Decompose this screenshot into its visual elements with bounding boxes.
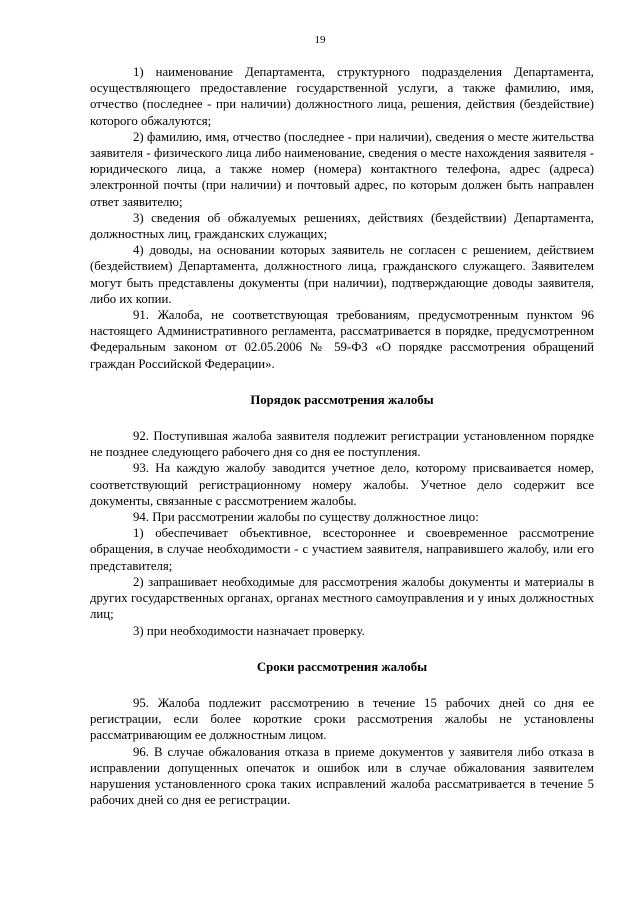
paragraph-94-item-1: 1) обеспечивает объективное, всестороннее и своевременное рассмотрение обращения, в случае необходимости - с участием заявителя, направившего жалобу, или его представителя;	[90, 526, 594, 573]
section-heading-review-procedure: Порядок рассмотрения жалобы	[250, 392, 434, 407]
paragraph-93: 93. На каждую жалобу заводится учетное дело, которому присваивается номер, соответствующий регистрационному номеру жалобы. Учетное дело содержит все документы, связанные с рассмотрением жалобы.	[90, 461, 594, 508]
paragraph-item-2: 2) фамилию, имя, отчество (последнее - при наличии), сведения о месте жительства заявителя - физического лица либо наименование, сведения о месте нахождения заявителя - юридического лица, а также номер (номера) контактного телефона, адрес (адреса) электронной почты (при наличии) и почтовый адрес, по которым должен быть направлен ответ заявителю;	[90, 129, 594, 209]
document-body	[90, 64, 594, 808]
paragraph-item-4: 4) доводы, на основании которых заявитель не согласен с решением, действием (бездействием) Департамента, должностного лица, гражданского служащего. Заявителем могут быть представлены документы (при наличии), подтверждающие доводы заявителя, либо их копии.	[90, 243, 594, 306]
paragraph-item-3: 3) сведения об обжалуемых решениях, действиях (бездействии) Департамента, должностных лиц, гражданских служащих;	[90, 210, 594, 242]
paragraph-92: 92. Поступившая жалоба заявителя подлежит регистрации установленном порядке не позднее следующего рабочего дня со дня ее поступления.	[90, 429, 594, 460]
section-heading-review-terms: Сроки рассмотрения жалобы	[256, 659, 428, 674]
paragraph-94: 94. При рассмотрении жалобы по существу должностное лицо:	[133, 510, 479, 525]
paragraph-94-item-2: 2) запрашивает необходимые для рассмотрения жалобы документы и материалы в других государственных органах, органах местного самоуправления и у иных должностных лиц;	[90, 574, 594, 622]
paragraph-94-item-3: 3) при необходимости назначает проверку.	[133, 623, 365, 638]
paragraph-95: 95. Жалоба подлежит рассмотрению в течение 15 рабочих дней со дня ее регистрации, если более короткие сроки рассмотрения жалобы не установлены рассматривающим ее должностным лицом.	[90, 695, 594, 743]
paragraph-96: 96. В случае обжалования отказа в приеме документов у заявителя либо отказа в исправлении допущенных опечаток и ошибок или в случае обжалования заявителем нарушения установленного срока таких исправлений жалоба рассматривается в течение 5 рабочих дней со дня ее регистрации.	[90, 744, 594, 808]
paragraph-item-1: 1) наименование Департамента, структурного подразделения Департамента, осуществляющего предоставление государственной услуги, а также фамилию, имя, отчество (последнее - при наличии) должностного лица, решения, действия (бездействие) которого обжалуются;	[90, 65, 594, 128]
paragraph-91: 91. Жалоба, не соответствующая требованиям, предусмотренным пунктом 96 настоящего Административного регламента, рассматривается в порядке, предусмотренном Федеральным законом от 02.05.2006 № 59-ФЗ «О порядке рассмотрения обращений граждан Российской Федерации».	[90, 308, 594, 371]
page-number: 19	[314, 34, 326, 46]
